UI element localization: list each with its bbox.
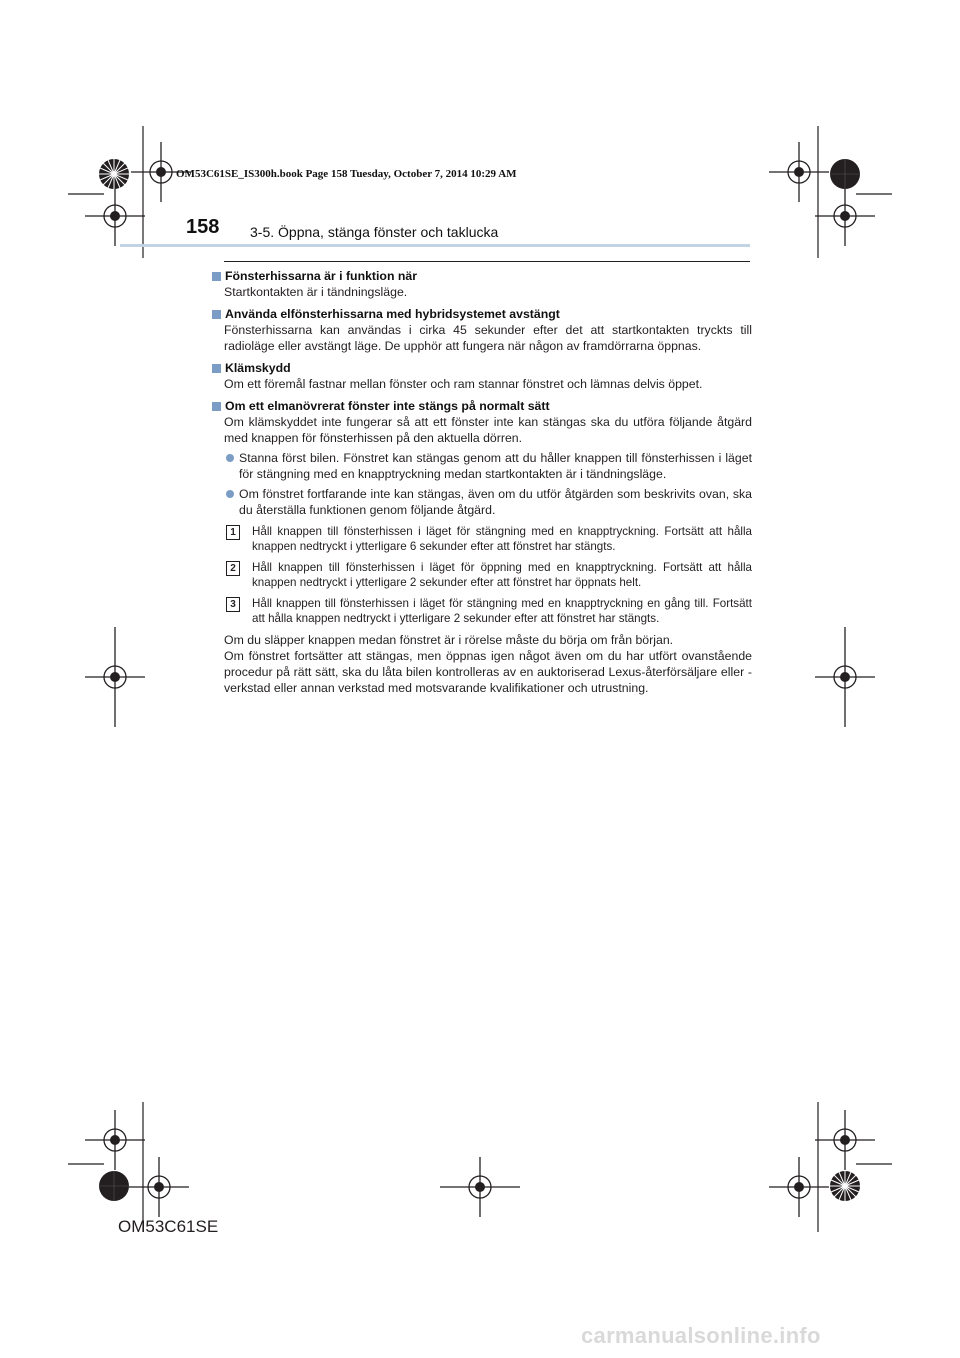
watermark: carmanualsonline.info [581,1323,821,1348]
round-bullet-icon [226,490,234,498]
crosshair-target-icon [440,1157,520,1217]
section-text: Fönsterhissarna kan användas i cirka 45 sekunder efter det att startkontakten tryckts till radioläge eller avstängt läge. De upphör att fungera när någon av framdörrarna öppnas. [224,323,752,353]
crosshair-target-icon [129,1157,189,1217]
section-heading: Använda elfönsterhissarna med hybridsystemet avstängt [212,306,752,322]
section-text: Om ett föremål fastnar mellan fönster och ram stannar fönstret och lämnas delvis öppet. [224,377,703,391]
round-bullet-icon [226,454,234,462]
starburst-mark-icon [98,158,130,190]
step-item: 3 Håll knappen till fönsterhissen i läget för stängning med en knapptryckning en gång till. Fortsätt att hålla knappen nedtryckt i ytterligare 2 sekunder efter att fönstret har stängts. [226,596,752,626]
crosshair-target-icon [815,186,875,246]
section-block [212,398,752,696]
section-block [212,306,752,354]
section-title: 3-5. Öppna, stänga fönster och taklucka [250,224,499,240]
step-number: 2 [226,561,240,576]
crosshair-target-icon [815,647,875,707]
step-item: 1 Håll knappen till fönsterhissen i läget för stängning med en knapptryckning. Fortsätt att hålla knappen nedtryckt i ytterligare 6 sekunder efter att fönstret har stängts. [226,524,752,554]
step-number: 3 [226,597,240,612]
starburst-mark-icon [829,1170,861,1202]
square-bullet-icon [212,364,221,373]
footer-code: OM53C61SE [118,1217,219,1236]
section-heading: Klämskydd [212,360,752,376]
header-rule [120,244,750,247]
crosshair-target-icon [769,1157,829,1217]
bullet-item: Stanna först bilen. Fönstret kan stängas genom att du håller knappen till fönsterhissen i läget för stängning med en knapptryckning medan startkontakten är i tändningsläge. [224,450,752,482]
square-bullet-icon [212,272,221,281]
section-block [212,360,752,392]
square-bullet-icon [212,402,221,411]
book-info-line: OM53C61SE_IS300h.book Page 158 Tuesday, October 7, 2014 10:29 AM [176,168,517,180]
main-content [212,268,752,702]
closing-text: Om du släpper knappen medan fönstret är i rörelse måste du börja om från början. [224,633,674,647]
square-bullet-icon [212,310,221,319]
section-heading: Om ett elmanövrerat fönster inte stängs på normalt sätt [212,398,752,414]
closing-text: Om fönstret fortsätter att stängas, men öppnas igen något även om du har utfört ovanstående procedur på rätt sätt, ska du låta bilen kontrolleras av en auktoriserad Lexus-återförsäljare eller -verkstad eller annan verkstad med motsvarande kvalifikationer och utrustning. [224,649,752,695]
section-block [212,268,752,300]
content-top-rule [224,261,750,262]
starburst-mark-icon [98,1170,130,1202]
step-number: 1 [226,525,240,540]
starburst-mark-icon [829,158,861,190]
section-text: Startkontakten är i tändningsläge. [224,285,408,299]
section-heading: Fönsterhissarna är i funktion när [212,268,752,284]
crosshair-target-icon [85,647,145,707]
crosshair-target-icon [85,186,145,246]
section-text: Om klämskyddet inte fungerar så att ett fönster inte kan stängas ska du utföra följande åtgärd med knappen för fönsterhissen på den aktuella dörren. [224,415,752,445]
bullet-item: Om fönstret fortfarande inte kan stängas, även om du utför åtgärden som beskrivits ovan, ska du återställa funktionen genom följande åtgärd. [224,486,752,518]
step-item: 2 Håll knappen till fönsterhissen i läget för öppning med en knapptryckning. Fortsätt att hålla knappen nedtryckt i ytterligare 2 sekunder efter att fönstret har öppnats helt. [226,560,752,590]
page-number: 158 [186,216,220,238]
